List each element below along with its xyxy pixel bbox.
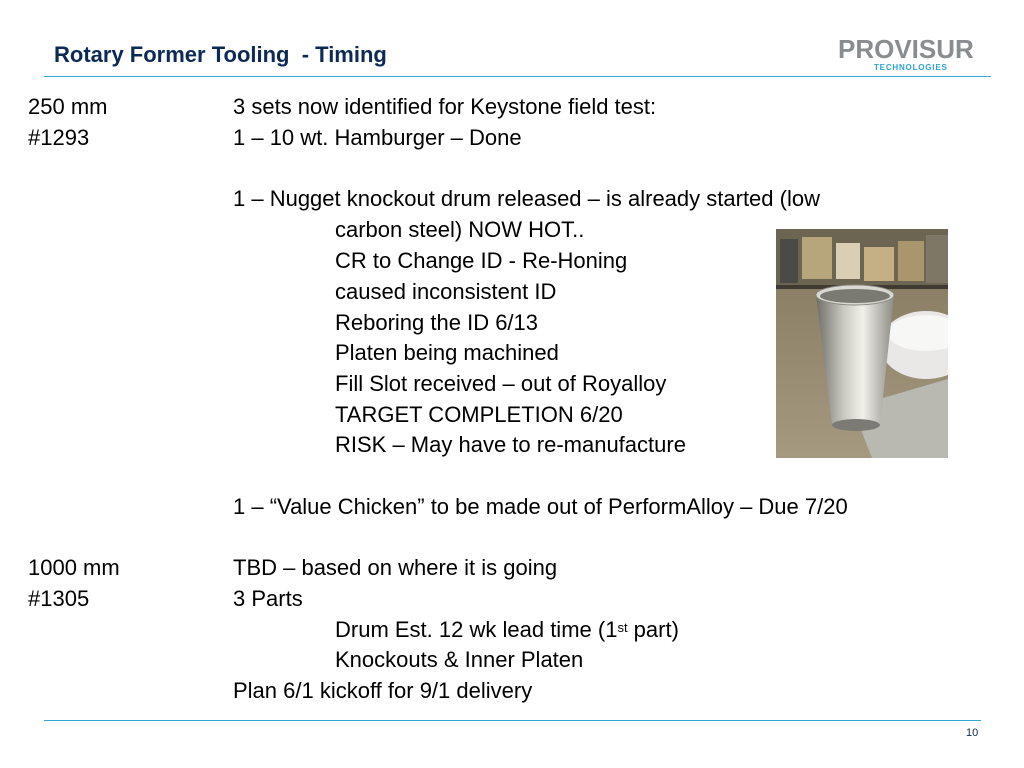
slide-title: Rotary Former Tooling - Timing [54, 42, 387, 67]
carbon-line: carbon steel) NOW HOT.. [335, 217, 585, 242]
reboring-line: Reboring the ID 6/13 [335, 310, 539, 335]
fill-slot-line: Fill Slot received – out of Royalloy [335, 371, 667, 396]
provisur-logo [838, 34, 988, 74]
hamburger-line: 1 – 10 wt. Hamburger – Done [233, 125, 522, 150]
part-1293-label: #1293 [28, 125, 90, 150]
drum-superscript: st [617, 620, 628, 635]
value-chicken-line: 1 – “Value Chicken” to be made out of PerformAlloy – Due 7/20 [233, 494, 848, 519]
drum-text-end: part) [627, 617, 679, 642]
logo-tagline: TECHNOLOGIES [874, 63, 948, 72]
caused-line: caused inconsistent ID [335, 279, 557, 304]
cr-line: CR to Change ID - Re-Honing [335, 248, 628, 273]
plan-line: Plan 6/1 kickoff for 9/1 delivery [233, 678, 533, 703]
parts-line: 3 Parts [233, 586, 303, 611]
drum-line [335, 617, 679, 643]
sets-line: 3 sets now identified for Keystone field test: [233, 94, 657, 119]
drum-photo [776, 229, 948, 458]
part-1305-label: #1305 [28, 586, 90, 611]
platen-line: Platen being machined [335, 340, 559, 365]
tbd-line: TBD – based on where it is going [233, 555, 558, 580]
footer-rule [44, 720, 981, 721]
risk-line: RISK – May have to re-manufacture [335, 432, 686, 457]
nugget-line: 1 – Nugget knockout drum released – is already started (low [233, 186, 820, 211]
header-rule [44, 76, 991, 77]
target-line: TARGET COMPLETION 6/20 [335, 402, 623, 427]
knockouts-line: Knockouts & Inner Platen [335, 647, 584, 672]
size-1000-label: 1000 mm [28, 555, 120, 580]
page-number: 10 [966, 727, 979, 739]
size-250-label: 250 mm [28, 94, 108, 119]
drum-text: Drum Est. 12 wk lead time (1 [335, 617, 618, 642]
logo-wordmark: PROVISUR [838, 34, 974, 64]
